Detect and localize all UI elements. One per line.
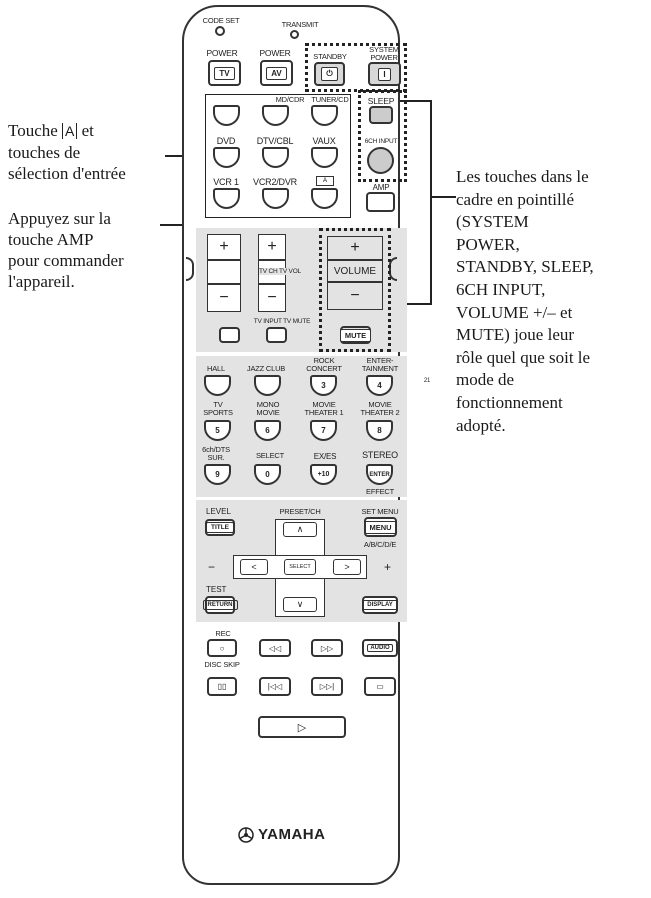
skip-back-button[interactable]: |◁◁ xyxy=(259,677,291,696)
dsp-key-4[interactable]: 4 xyxy=(366,375,393,396)
input-label-vaux: VAUX xyxy=(312,136,336,146)
stop-button[interactable]: ▭ xyxy=(364,677,396,696)
dsp-label-jazz-club: JAZZ CLUB xyxy=(246,364,286,373)
play-button[interactable]: ▷ xyxy=(258,716,346,738)
dsp-label-stereo: STEREO xyxy=(362,450,398,460)
volume-minus-button[interactable]: − xyxy=(327,282,383,310)
tv-mute-button[interactable] xyxy=(266,327,287,343)
dsp-label-tv-sports: TV SPORTS xyxy=(203,400,233,417)
input-label-dvd: DVD xyxy=(216,136,236,146)
select-button[interactable]: SELECT xyxy=(284,559,316,575)
input-label-md-cdr: MD/CDR xyxy=(275,95,305,104)
dsp-key-plus-10[interactable]: +10 xyxy=(310,464,337,485)
input-label-vcr2-dvr: VCR2/DVR xyxy=(253,177,297,187)
tv-ch-plus-button[interactable]: + xyxy=(258,234,286,260)
dsp-label-6ch-dts-sur: 6ch/DTS SUR. xyxy=(202,445,230,462)
power-tv-label: POWER xyxy=(206,48,238,58)
callout-input-keys: Touche A et touches de sélection d'entrée xyxy=(8,121,126,183)
amp-label: AMP xyxy=(372,183,390,192)
tv-input-button[interactable] xyxy=(219,327,240,343)
dsp-key-0[interactable]: 0 xyxy=(254,464,281,485)
audio-button[interactable]: AUDIO xyxy=(362,639,398,657)
standby-button[interactable]: ⏻ xyxy=(314,62,345,86)
bracket-to-text xyxy=(430,196,456,198)
dsp-label-movie-theater-1: MOVIE THEATER 1 xyxy=(304,400,344,417)
volume-plus-button[interactable]: + xyxy=(327,236,383,260)
yamaha-logo xyxy=(238,826,325,843)
system-power-button[interactable]: I xyxy=(368,62,401,86)
set-menu-label: SET MENU xyxy=(361,507,399,516)
key-a-symbol-small: A xyxy=(316,176,334,186)
up-arrow-button[interactable]: ∧ xyxy=(283,522,317,537)
tuning-fork-icon xyxy=(238,827,254,843)
standby-label: STANDBY xyxy=(313,52,347,61)
key-middle-left[interactable] xyxy=(207,260,241,284)
enter-button[interactable]: ENTER xyxy=(366,464,393,485)
title-button[interactable]: TITLE xyxy=(205,519,235,536)
sleep-label: SLEEP xyxy=(367,96,395,106)
abcde-label: A/B/C/D/E xyxy=(363,540,397,549)
skip-forward-button[interactable]: ▷▷| xyxy=(311,677,343,696)
input-label-tuner-cd: TUNER/CD xyxy=(311,95,349,104)
dsp-label-movie-theater-2: MOVIE THEATER 2 xyxy=(360,400,400,417)
transmit-label: TRANSMIT xyxy=(281,20,319,29)
code-set-label: CODE SET xyxy=(202,16,240,25)
dsp-key-8[interactable]: 8 xyxy=(366,420,393,441)
dsp-label-entertainment: ENTER- TAINMENT xyxy=(361,356,399,373)
volume-label: VOLUME xyxy=(327,260,383,282)
nav-plus-label: + xyxy=(384,560,392,574)
effect-label: EFFECT xyxy=(366,487,394,496)
6ch-input-button[interactable] xyxy=(367,147,394,174)
rewind-button[interactable]: ◁◁ xyxy=(259,639,291,657)
code-set-button[interactable] xyxy=(215,26,225,36)
dsp-label-ex-es: EX/ES xyxy=(313,452,337,461)
yamaha-brand: YAMAHA xyxy=(258,826,326,843)
dsp-key-5[interactable]: 5 xyxy=(204,420,231,441)
dsp-label-select: SELECT xyxy=(256,451,284,460)
key-minus-left[interactable]: − xyxy=(207,284,241,312)
transmit-led xyxy=(290,30,299,39)
dsp-key-6[interactable]: 6 xyxy=(254,420,281,441)
callout-dotted-frame: Les touches dans le cadre en pointillé (SYSTEM POWER, STANDBY, SLEEP, 6CH INPUT, VOLUME +/– et MUTE) joue leur rôle quel que soit le mode de fonctionnement adopté. xyxy=(456,167,594,435)
6ch-input-label: 6CH INPUT xyxy=(364,138,398,145)
power-tv-button[interactable]: TV xyxy=(208,60,241,86)
dsp-key-3[interactable]: 3 xyxy=(310,375,337,396)
key-a-symbol: A xyxy=(62,123,77,139)
dsp-side-mark: 21 xyxy=(423,378,431,384)
preset-ch-label: PRESET/CH xyxy=(279,507,321,516)
power-av-button[interactable]: AV xyxy=(260,60,293,86)
bracket-vertical xyxy=(430,100,432,305)
mute-button[interactable]: MUTE xyxy=(340,326,371,344)
rec-label: REC xyxy=(215,629,231,638)
dsp-label-hall: HALL xyxy=(207,364,225,373)
key-plus-left[interactable]: + xyxy=(207,234,241,260)
test-label: TEST xyxy=(206,585,227,594)
menu-button[interactable]: MENU xyxy=(364,517,397,537)
power-av-label: POWER xyxy=(259,48,291,58)
dsp-label-rock-concert: ROCK CONCERT xyxy=(306,356,342,373)
nav-minus-label: − xyxy=(208,560,216,574)
fast-forward-button[interactable]: ▷▷ xyxy=(311,639,343,657)
display-button[interactable]: DISPLAY xyxy=(362,596,398,614)
system-power-label: SYSTEM POWER xyxy=(369,45,399,62)
return-button[interactable]: RETURN xyxy=(205,596,235,614)
tv-ch-vol-label: TV CH TV VOL xyxy=(259,268,301,275)
dsp-key-9[interactable]: 9 xyxy=(204,464,231,485)
disc-skip-label: DISC SKIP xyxy=(204,660,240,669)
callout-amp-key: Appuyez sur la touche AMP pour commander l'appareil. xyxy=(8,209,124,291)
dsp-key-7[interactable]: 7 xyxy=(310,420,337,441)
input-label-vcr1: VCR 1 xyxy=(213,177,239,187)
right-arrow-button[interactable]: > xyxy=(333,559,361,575)
tv-ch-minus-button[interactable]: − xyxy=(258,284,286,312)
tv-input-mute-label: TV INPUT TV MUTE xyxy=(253,318,311,325)
down-arrow-button[interactable]: ∨ xyxy=(283,597,317,612)
amp-button[interactable] xyxy=(366,192,395,212)
pause-button[interactable]: ▯▯ xyxy=(207,677,237,696)
rec-button[interactable]: ○ xyxy=(207,639,237,657)
dsp-label-mono-movie: MONO MOVIE xyxy=(256,400,280,417)
level-label: LEVEL xyxy=(206,507,231,516)
sleep-button[interactable] xyxy=(369,106,393,124)
left-arrow-button[interactable]: < xyxy=(240,559,268,575)
input-label-dtv-cbl: DTV/CBL xyxy=(256,136,294,146)
